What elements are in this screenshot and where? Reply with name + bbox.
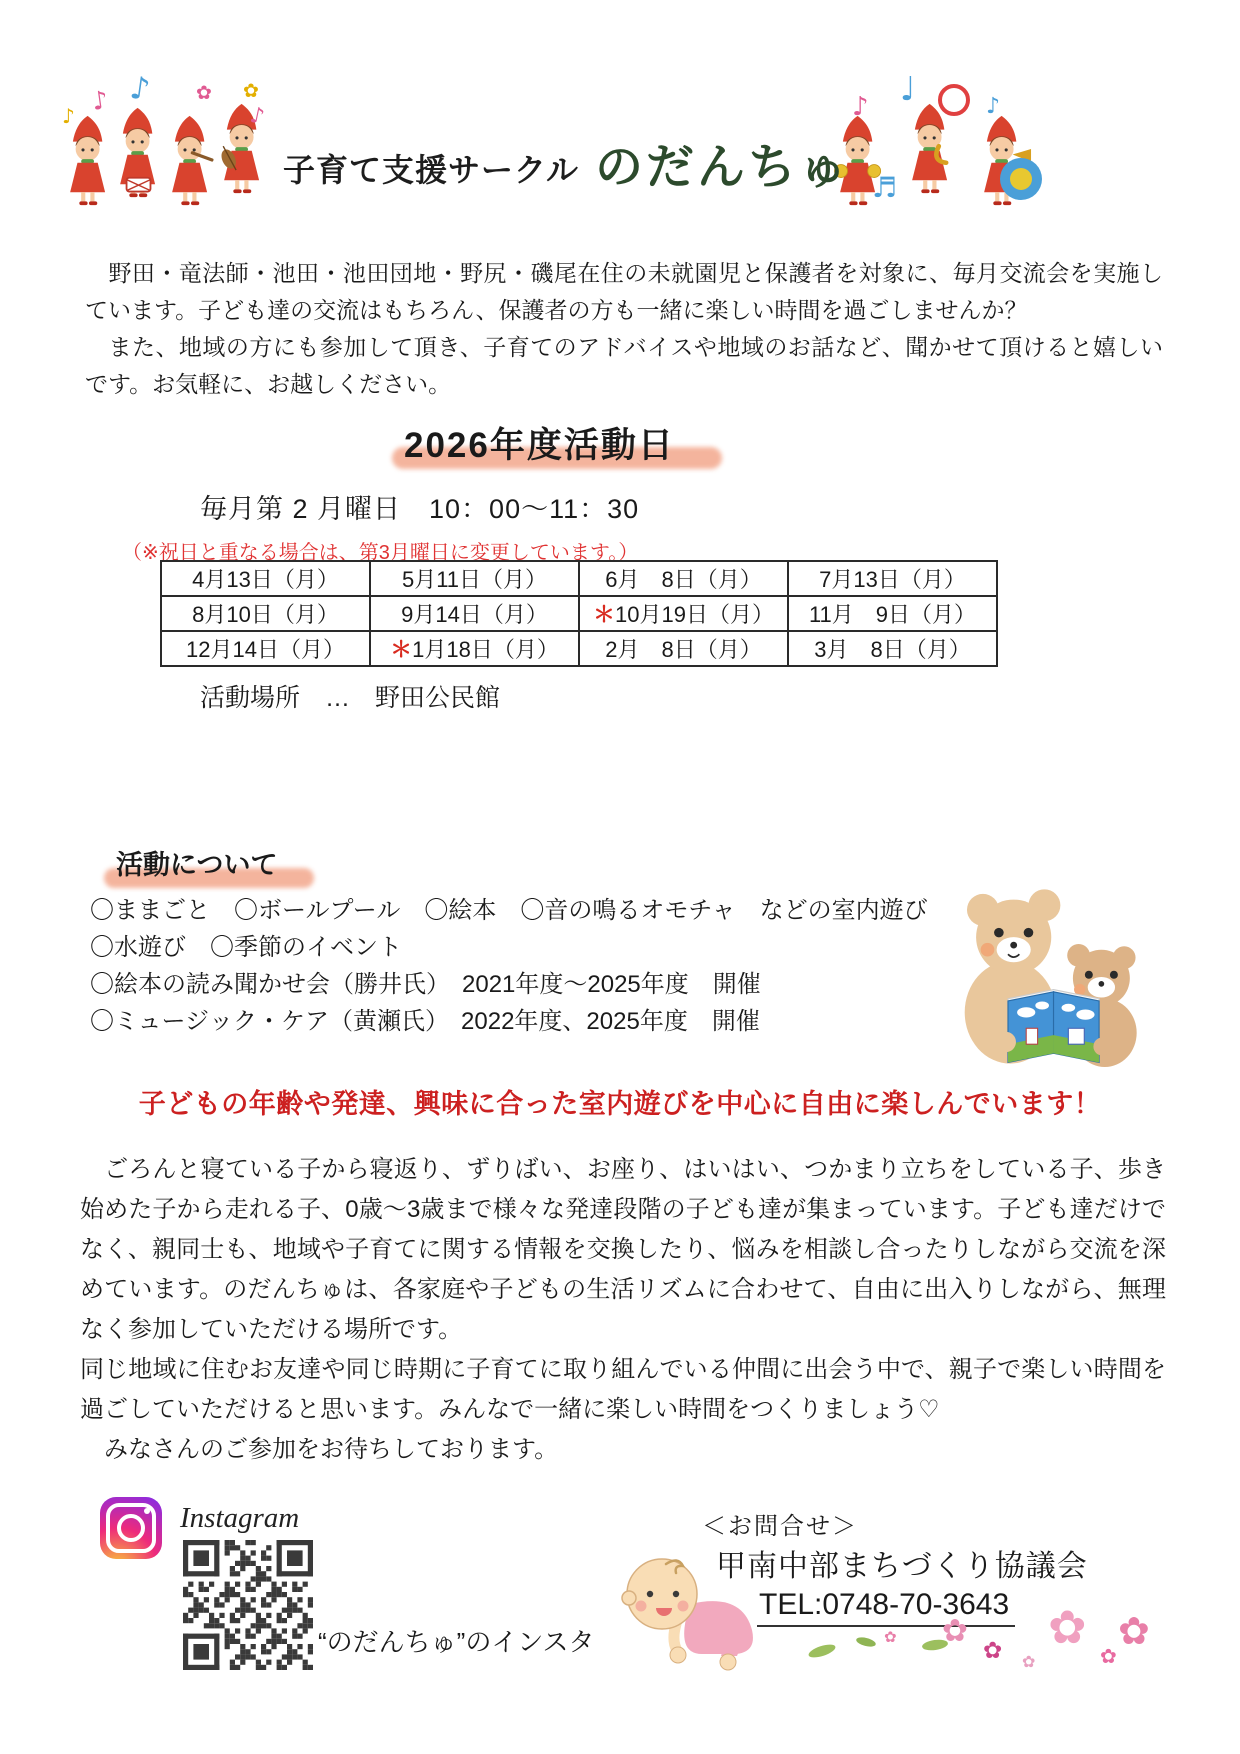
table-row: [161, 561, 997, 596]
contact-phone: TEL:0748-70-3643: [757, 1588, 1015, 1627]
activity-location: 活動場所 … 野田公民館: [200, 684, 501, 712]
date-text: 3月 8日（月）: [814, 637, 971, 662]
music-note-icon: ♪: [62, 104, 75, 128]
music-note-icon: ♬: [872, 171, 898, 204]
music-note-icon: ♪: [852, 92, 869, 122]
title-main: のだんちゅ: [595, 141, 851, 194]
flower-icon: ✿: [1022, 1652, 1036, 1671]
date-text: 2月 8日（月）: [605, 637, 762, 662]
flower-icon: ✿: [243, 80, 259, 102]
flower-icon: ✿: [196, 82, 212, 104]
body-paragraph-1: ごろんと寝ている子から寝返り、ずりばい、お座り、はいはい、つかまり立ちをしている子、歩き始めた子から走れる子、0歳～3歳まで様々な発達段階の子ども達が集まっています。子ども達だけでなく、親同士も、地域や子育てに関する情報を交換したり、悩みを相談し合ったりしながら交流を深めています。のだんちゅは、各家庭や子どもの生活リズムに合わせて、自由に出入りしながら、無理なく参加していただける場所です。: [80, 1156, 1166, 1343]
date-text: 9月14日（月）: [401, 602, 548, 627]
flower-icon: ✿: [1118, 1609, 1150, 1653]
schedule-date-cell: [579, 631, 788, 666]
asterisk-mark: ＊: [593, 602, 616, 627]
leaf-icon: [807, 1642, 837, 1660]
music-note-icon: ♩: [900, 69, 916, 108]
instagram-lens-dot: [144, 1508, 150, 1514]
instagram-qr-code: [183, 1540, 313, 1670]
schedule-date-cell: [161, 561, 370, 596]
flower-icon: ✿: [942, 1613, 968, 1649]
body-paragraph-3: みなさんのご参加をお待ちしております。: [80, 1436, 559, 1463]
flyer-title: [283, 128, 850, 197]
children-band-illustration-left: [58, 85, 270, 220]
qr-caption: “のだんちゅ”のインスタ: [318, 1627, 595, 1657]
music-note-icon: ♪: [127, 69, 153, 109]
date-text: 8月10日（月）: [192, 602, 339, 627]
asterisk-mark: ＊: [390, 637, 413, 662]
leaf-icon: [855, 1636, 876, 1649]
music-note-icon: ♪: [986, 94, 1001, 119]
schedule-date-cell: [579, 596, 788, 631]
flower-icon: ✿: [1100, 1644, 1117, 1668]
date-text: 4月13日（月）: [192, 567, 339, 592]
date-text: 12月14日（月）: [186, 637, 345, 662]
table-row: [161, 596, 997, 631]
date-text: 1月18日（月）: [412, 637, 559, 662]
intro-paragraph-2: また、地域の方にも参加して頂き、子育てのアドバイスや地域のお話など、聞かせて頂けると嬉しいです。お気軽に、お越しください。: [85, 334, 1163, 397]
schedule-date-cell: [161, 596, 370, 631]
schedule-date-cell: [370, 596, 579, 631]
instagram-label: Instagram: [180, 1502, 300, 1534]
schedule-date-cell: [788, 631, 997, 666]
intro-paragraph-1: 野田・竜法師・池田・池田団地・野尻・磯尾在住の未就園児と保護者を対象に、毎月交流会を実施しています。子ども達の交流はもちろん、保護者の方も一緒に楽しい時間を過ごしませんか？: [85, 260, 1164, 323]
schedule-date-cell: [579, 561, 788, 596]
schedule-date-cell: [370, 561, 579, 596]
activities-list: [90, 892, 940, 1040]
date-text: 6月 8日（月）: [605, 567, 762, 592]
body-paragraph-2: 同じ地域に住むお友達や同じ時期に子育てに取り組んでいる仲間に出会う中で、親子で楽しい時間を過ごしていただけると思います。みんなで一緒に楽しい時間をつくりましょう♡: [80, 1356, 1166, 1423]
schedule-date-cell: [788, 561, 997, 596]
flower-icon: ✿: [884, 1628, 897, 1646]
holiday-note: （※祝日と重なる場合は、第3月曜日に変更しています。）: [122, 542, 639, 564]
date-text: 11月 9日（月）: [808, 602, 977, 627]
list-item: 〇ミュージック・ケア（黄瀬氏） 2022年度、2025年度 開催: [90, 1008, 760, 1035]
contact-organization: 甲南中部まちづくり協議会: [716, 1550, 1088, 1583]
body-paragraphs: [80, 1150, 1166, 1470]
contact-heading: ＜お問合せ＞: [702, 1513, 858, 1540]
instagram-icon: [100, 1497, 162, 1559]
schedule-date-cell: [161, 631, 370, 666]
music-note-icon: ♪: [90, 85, 110, 116]
bears-reading-illustration: [950, 862, 1140, 1067]
schedule-heading: 2026年度活動日: [404, 426, 675, 465]
list-item: 〇水遊び 〇季節のイベント: [90, 934, 402, 961]
baby-illustration: [610, 1542, 770, 1682]
schedule-time: 毎月第 2 月曜日 10：00～11：30: [200, 494, 640, 524]
tambourine-icon: [1000, 158, 1042, 200]
schedule-table: [160, 560, 998, 667]
date-text: 5月11日（月）: [401, 567, 548, 592]
flower-icon: ✿: [983, 1638, 1003, 1664]
title-subtitle: 子育て支援サークル: [283, 152, 580, 188]
music-note-icon: ♪: [247, 102, 267, 131]
schedule-date-cell: [370, 631, 579, 666]
ring-icon: [938, 84, 970, 116]
activities-heading: 活動について: [116, 850, 278, 880]
flower-icon: ✿: [1048, 1600, 1087, 1654]
date-text: 7月13日（月）: [819, 567, 966, 592]
table-row: [161, 631, 997, 666]
intro-paragraphs: [85, 255, 1163, 403]
list-item: 〇絵本の読み聞かせ会（勝井氏） 2021年度～2025年度 開催: [90, 971, 761, 998]
list-item: 〇ままごと 〇ボールプール 〇絵本 〇音の鳴るオモチャ などの室内遊び: [90, 897, 928, 924]
highlight-message: 子どもの年齢や発達、興味に合った室内遊びを中心に自由に楽しんでいます！: [138, 1089, 1102, 1119]
date-text: 10月19日（月）: [615, 602, 774, 627]
schedule-date-cell: [788, 596, 997, 631]
